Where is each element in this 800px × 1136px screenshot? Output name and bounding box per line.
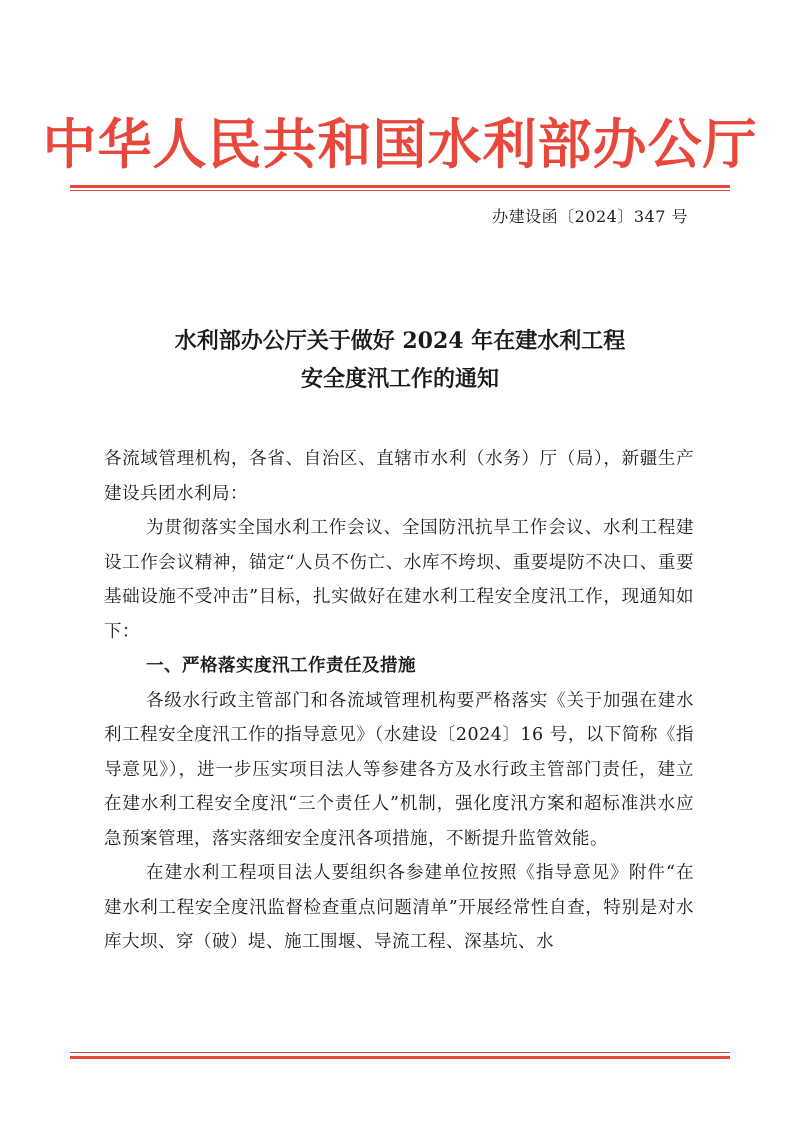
letterhead-rule-thin: [70, 190, 730, 191]
section-1-paragraph-1: 各级水行政主管部门和各流域管理机构要严格落实《关于加强在建水利工程安全度汛工作的指导意见》（水建设〔2024〕16 号，以下简称《指导意见》），进一步压实项目法人等参建各方及水行政主管部门责任，建立在建水利工程安全度汛“三个责任人”机制，强化度汛方案和超标准洪水应急预案管理，落实落细安全度汛各项措施，不断提升监管效能。: [104, 690, 694, 849]
document-body: [104, 442, 694, 960]
intro-paragraph: 为贯彻落实全国水利工作会议、全国防汛抗旱工作会议、水利工程建设工作会议精神，锚定“人员不伤亡、水库不垮坝、重要堤防不决口、重要基础设施不受冲击”目标，扎实做好在建水利工程安全度汛工作，现通知如下：: [104, 518, 694, 642]
document-title-line-2: 安全度汛工作的通知: [300, 366, 499, 392]
document-title: [0, 322, 800, 398]
section-1-heading: 一、严格落实度汛工作责任及措施: [146, 656, 416, 676]
footer-rule-thick: [70, 1056, 730, 1059]
footer-rule-thin: [70, 1052, 730, 1053]
document-title-line-1: 水利部办公厅关于做好 2024 年在建水利工程: [174, 328, 626, 354]
recipients-paragraph: 各流域管理机构，各省、自治区、直辖市水利（水务）厅（局），新疆生产建设兵团水利局：: [104, 449, 694, 504]
letterhead-title: 中华人民共和国水利部办公厅: [42, 113, 758, 176]
document-number: 办建设函〔2024〕347 号: [492, 207, 688, 226]
section-1-paragraph-2: 在建水利工程项目法人要组织各参建单位按照《指导意见》附件“在建水利工程安全度汛监督检查重点问题清单”开展经常性自查，特别是对水库大坝、穿（破）堤、施工围堰、导流工程、深基坑、水: [104, 863, 694, 952]
letterhead-rule-thick: [70, 185, 730, 188]
